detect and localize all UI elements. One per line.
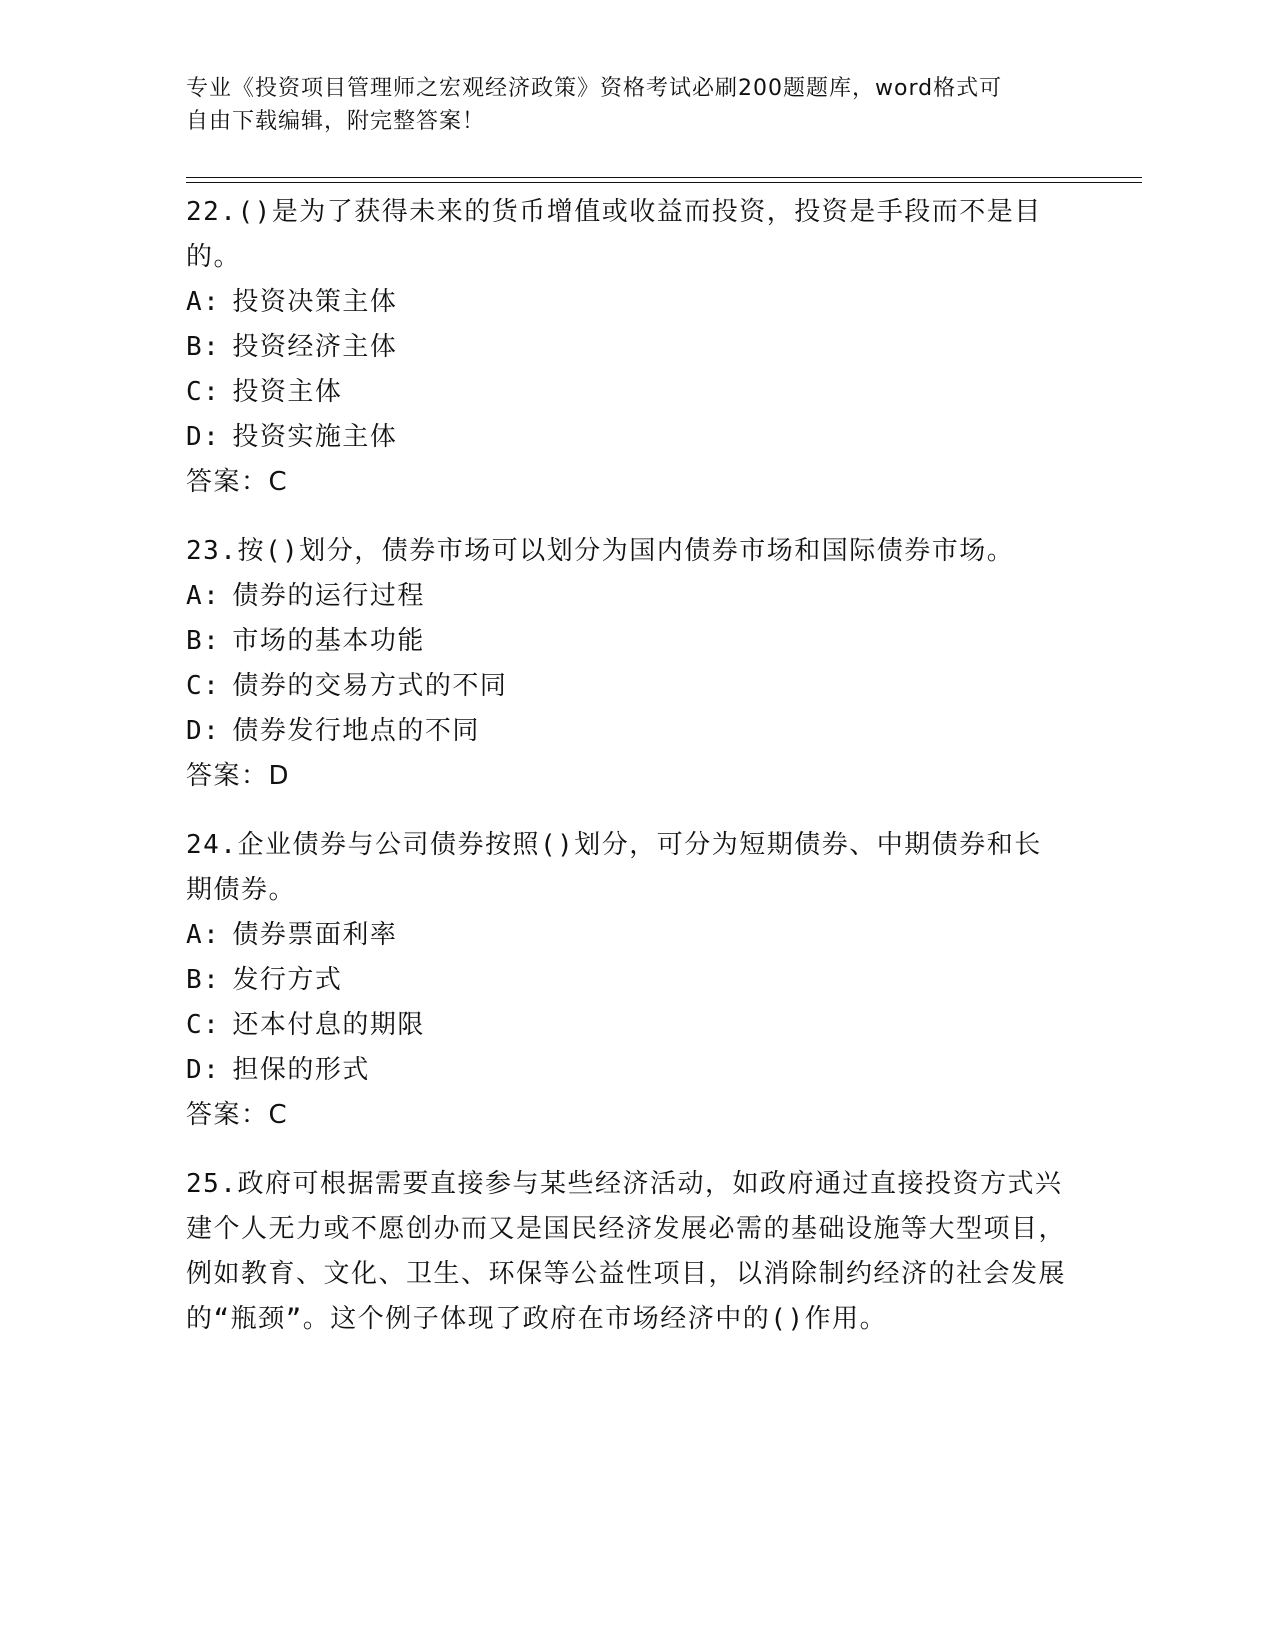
option-text: 投资经济主体 (232, 332, 398, 362)
option-b (186, 619, 1066, 664)
answer-line: 答案：C (186, 1100, 289, 1130)
option-text: 投资决策主体 (232, 287, 398, 317)
question-stem: 24.企业债券与公司债券按照()划分，可分为短期债券、中期债券和长期债券。 (186, 830, 1042, 905)
header-divider-bottom (186, 182, 1142, 183)
question-stem: 23.按()划分，债券市场可以划分为国内债券市场和国际债券市场。 (186, 536, 1015, 566)
option-d (186, 1048, 1066, 1093)
option-text: 还本付息的期限 (232, 1010, 425, 1040)
question-stem: 22.()是为了获得未来的货币增值或收益而投资，投资是手段而不是目的。 (186, 197, 1042, 272)
question-25 (186, 1162, 1066, 1342)
document-header (186, 72, 1066, 138)
answer-line: 答案：D (186, 761, 291, 791)
option-text: 债券票面利率 (232, 920, 398, 950)
option-letter: A: (186, 581, 221, 611)
option-letter: C: (186, 1010, 221, 1040)
option-b (186, 325, 1066, 370)
question-23 (186, 529, 1066, 799)
option-letter: B: (186, 332, 221, 362)
option-letter: C: (186, 671, 221, 701)
option-text: 债券发行地点的不同 (232, 716, 480, 746)
option-text: 投资实施主体 (232, 422, 398, 452)
option-text: 担保的形式 (232, 1055, 370, 1085)
option-letter: D: (186, 716, 221, 746)
header-divider-top (186, 177, 1142, 178)
answer-line: 答案：C (186, 467, 289, 497)
option-c (186, 664, 1066, 709)
option-c (186, 370, 1066, 415)
option-a (186, 913, 1066, 958)
option-a (186, 574, 1066, 619)
option-letter: D: (186, 422, 221, 452)
option-letter: C: (186, 377, 221, 407)
option-letter: D: (186, 1055, 221, 1085)
option-letter: A: (186, 287, 221, 317)
option-text: 市场的基本功能 (232, 626, 425, 656)
question-list (186, 190, 1066, 1366)
option-letter: B: (186, 965, 221, 995)
header-line-1: 专业《投资项目管理师之宏观经济政策》资格考试必刷200题题库，word格式可 (186, 76, 1003, 101)
option-text: 债券的运行过程 (232, 581, 425, 611)
question-22 (186, 190, 1066, 505)
option-text: 债券的交易方式的不同 (232, 671, 508, 701)
option-letter: A: (186, 920, 221, 950)
option-d (186, 709, 1066, 754)
option-c (186, 1003, 1066, 1048)
option-a (186, 280, 1066, 325)
option-d (186, 415, 1066, 460)
option-b (186, 958, 1066, 1003)
option-letter: B: (186, 626, 221, 656)
question-stem: 25.政府可根据需要直接参与某些经济活动，如政府通过直接投资方式兴建个人无力或不愿创办而又是国民经济发展必需的基础设施等大型项目，例如教育、文化、卫生、环保等公益性项目，以消除制约经济的社会发展的“瓶颈”。这个例子体现了政府在市场经济中的()作用。 (186, 1169, 1067, 1334)
question-24 (186, 823, 1066, 1138)
option-text: 投资主体 (232, 377, 343, 407)
header-line-2: 自由下载编辑，附完整答案！ (186, 109, 486, 134)
option-text: 发行方式 (232, 965, 343, 995)
